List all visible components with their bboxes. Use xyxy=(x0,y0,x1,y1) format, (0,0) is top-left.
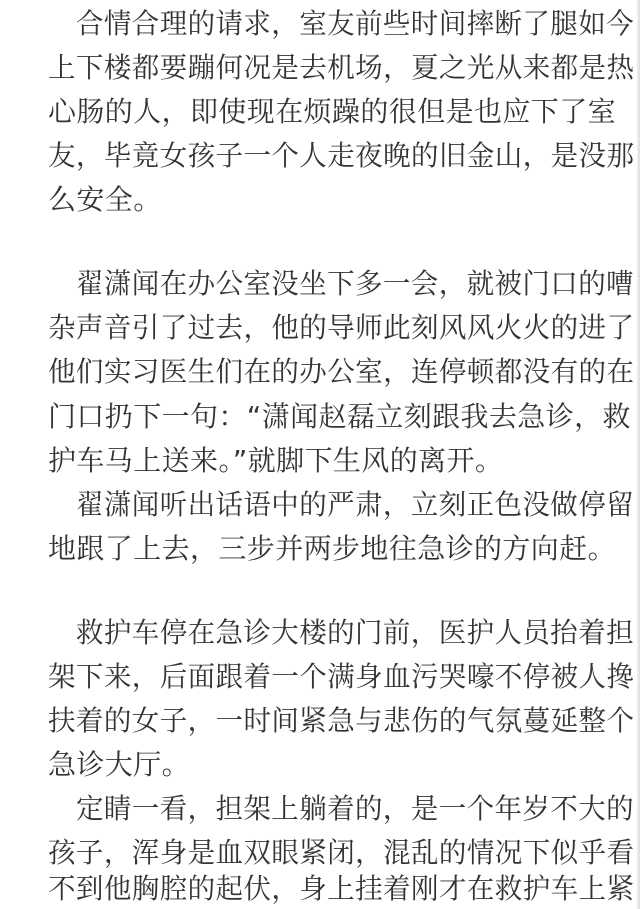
text-line: 么安全。 xyxy=(48,183,162,216)
text-line: 上下楼都要蹦何况是去机场，夏之光从来都是热 xyxy=(48,51,635,84)
text-line: 心肠的人，即使现在烦躁的很但是也应下了室 xyxy=(48,95,617,128)
text-line: 友，毕竟女孩子一个人走夜晚的旧金山，是没那 xyxy=(48,139,635,172)
text-line: 救护车停在急诊大楼的门前，医护人员抬着担 xyxy=(76,616,635,649)
text-line: 孩子，浑身是血双眼紧闭，混乱的情况下似乎看 xyxy=(48,836,635,869)
text-line: 地跟了上去，三步并两步地往急诊的方向赶。 xyxy=(48,532,617,565)
text-line: 急诊大厅。 xyxy=(48,748,191,781)
text-line: 翟潇闻在办公室没坐下多一会，就被门口的嘈 xyxy=(76,267,635,300)
text-line: 门口扔下一句：“潇闻赵磊立刻跟我去急诊，救 xyxy=(48,400,631,433)
text-line: 定睛一看，担架上躺着的，是一个年岁不大的 xyxy=(76,792,635,825)
text-line: 他们实习医生们在的办公室，连停顿都没有的在 xyxy=(48,355,635,388)
text-line: 架下来，后面跟着一个满身血污哭嚎不停被人搀 xyxy=(48,660,635,693)
text-line: 护车马上送来。”就脚下生风的离开。 xyxy=(48,444,504,477)
text-line: 不到他胸腔的起伏，身上挂着刚才在救护车上紧 xyxy=(48,872,635,905)
text-line: 合情合理的请求，室友前些时间摔断了腿如今 xyxy=(76,7,635,40)
text-line: 杂声音引了过去，他的导师此刻风风火火的进了 xyxy=(48,311,635,344)
text-line: 扶着的女子，一时间紧急与悲伤的气氛蔓延整个 xyxy=(48,704,635,737)
text-line: 翟潇闻听出话语中的严肃，立刻正色没做停留 xyxy=(76,488,635,521)
